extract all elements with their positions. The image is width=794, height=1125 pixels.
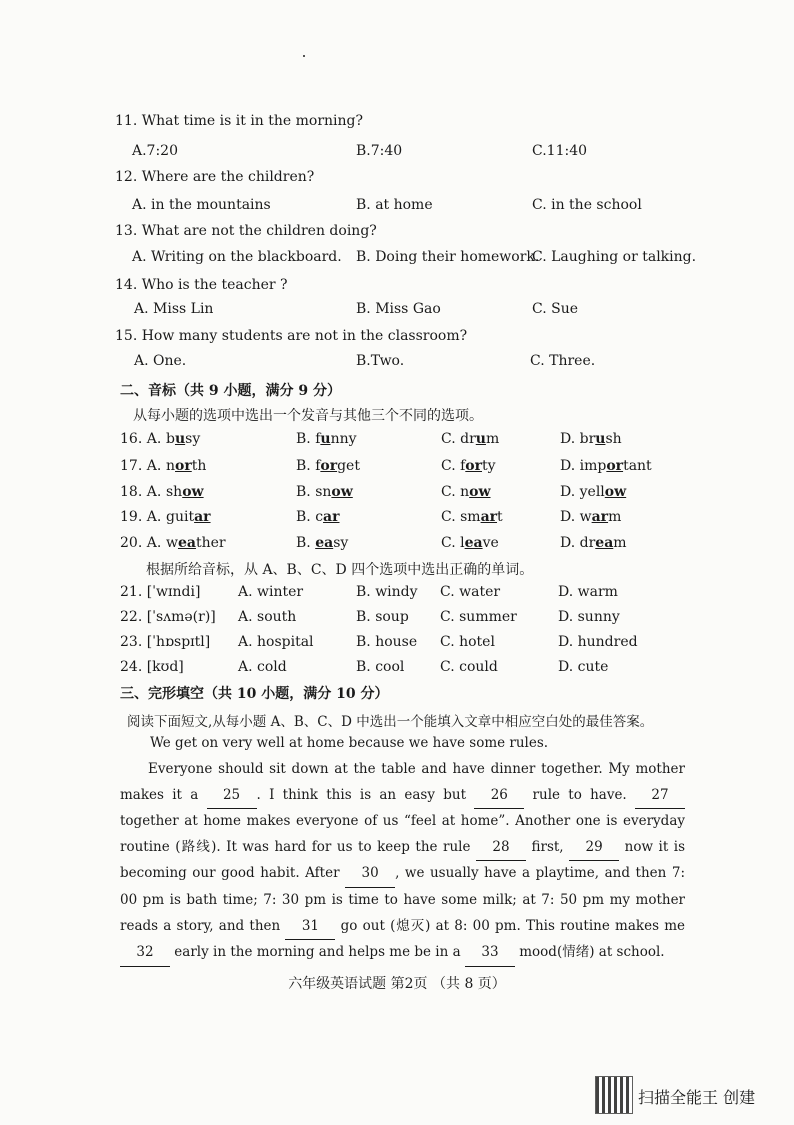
- passage-text: have some milk; at 7: 50 pm my mother reads a story, and then: [120, 891, 686, 934]
- phonics-option-19c: C. smart: [441, 509, 503, 525]
- ipa-24d: D. cute: [558, 659, 609, 675]
- option-15c: C. Three.: [530, 353, 596, 369]
- ipa-21d: D. warm: [558, 584, 618, 600]
- phonics-option-16b: B. funny: [296, 431, 357, 447]
- scanner-watermark: 扫描全能王 创建: [638, 1088, 756, 1107]
- section-3-title: 三、完形填空（共 10 小题，满分 10 分）: [120, 686, 389, 702]
- passage-first-line: We get on very well at home because we have some rules.: [150, 735, 549, 751]
- option-14c: C. Sue: [532, 301, 579, 317]
- option-13c: C. Laughing or talking.: [532, 249, 697, 265]
- passage-text: early in the morning and helps me be in a: [174, 944, 461, 961]
- ipa-21c: C. water: [440, 584, 501, 600]
- phonics-option-16d: D. brush: [560, 431, 622, 447]
- phonics-option-17d: D. important: [560, 458, 652, 474]
- ipa-21a: A. winter: [238, 584, 304, 600]
- option-12c: C. in the school: [532, 197, 642, 213]
- blank-28[interactable]: 28: [476, 835, 526, 862]
- passage-text: now it is becoming our good habit. After: [120, 838, 686, 882]
- passage-text: first,: [531, 838, 564, 855]
- option-11b: B.7:40: [356, 143, 403, 159]
- phonics-option-19a: guitar: [166, 509, 211, 525]
- question-12: 12. Where are the children?: [115, 169, 315, 185]
- phonics-question-17: 17. A.: [120, 458, 162, 474]
- phonics-option-16c: C. drum: [441, 431, 500, 447]
- ipa-23b: B. house: [356, 634, 418, 650]
- section-3-instruction: 阅读下面短文,从每小题 A、B、C、D 中选出一个能填入文章中相应空白处的最佳答案。: [127, 714, 654, 730]
- section-2-instruction-2: 根据所给音标，从 A、B、C、D 四个选项中选出正确的单词。: [146, 562, 534, 578]
- passage-text: , we usually have a playtime, and then 7: 00 pm is bath time; 7: 30 pm is time to: [120, 865, 685, 908]
- blank-27[interactable]: 27: [635, 783, 685, 810]
- blank-25[interactable]: 25: [207, 783, 257, 810]
- ipa-23c: C. hotel: [440, 634, 495, 650]
- phonics-question-18: 18. A.: [120, 484, 162, 500]
- section-2-title: 二、音标（共 9 小题，满分 9 分）: [120, 383, 341, 399]
- blank-31[interactable]: 31: [285, 914, 335, 941]
- ipa-22a: A. south: [238, 609, 297, 625]
- question-11: 11. What time is it in the morning?: [115, 113, 364, 129]
- ipa-21b: B. windy: [356, 584, 418, 600]
- option-13a: A. Writing on the blackboard.: [132, 249, 342, 265]
- phonics-question-19: 19. A.: [120, 509, 162, 525]
- blank-26[interactable]: 26: [474, 783, 524, 810]
- phonics-option-19d: D. warm: [560, 509, 622, 525]
- phonics-option-20a: weather: [166, 535, 226, 551]
- phonics-option-18d: D. yellow: [560, 484, 627, 500]
- passage-text: together at home: [120, 813, 241, 830]
- passage-text: rule to have.: [532, 786, 627, 803]
- question-15: 15. How many students are not in the classroom?: [115, 328, 468, 344]
- phonics-question-20: 20. A.: [120, 535, 162, 551]
- passage-text: 00 pm. This routine makes me: [472, 917, 685, 934]
- option-15a: A. One.: [134, 353, 187, 369]
- ipa-22c: C. summer: [440, 609, 517, 625]
- ipa-24c: C. could: [440, 659, 498, 675]
- phonics-option-20b: B. easy: [296, 535, 349, 551]
- phonics-option-17a: north: [166, 458, 207, 474]
- section-2-instruction-1: 从每小题的选项中选出一个发音与其他三个不同的选项。: [133, 408, 483, 424]
- phonics-option-19b: B. car: [296, 509, 340, 525]
- phonics-option-20d: D. dream: [560, 535, 627, 551]
- phonics-option-18b: B. snow: [296, 484, 353, 500]
- qr-code-icon: [595, 1076, 633, 1114]
- phonics-option-18c: C. now: [441, 484, 491, 500]
- blank-30[interactable]: 30: [345, 861, 395, 888]
- phonics-option-20c: C. leave: [441, 535, 499, 551]
- option-12b: B. at home: [356, 197, 433, 213]
- passage-text: mood(情绪) at school.: [519, 944, 665, 961]
- passage-text: . I think this is an easy but: [256, 786, 467, 803]
- ipa-23a: A. hospital: [238, 634, 314, 650]
- phonics-option-16a: busy: [166, 431, 201, 447]
- option-13b: B. Doing their homework.: [356, 249, 540, 265]
- option-11a: A.7:20: [132, 143, 178, 159]
- cloze-passage: [120, 757, 685, 967]
- phonics-option-17b: B. forget: [296, 458, 360, 474]
- ipa-21: 21. [ˈwɪndi]: [120, 584, 201, 600]
- ipa-24b: B. cool: [356, 659, 405, 675]
- question-13: 13. What are not the children doing?: [115, 223, 377, 239]
- option-15b: B.Two.: [356, 353, 405, 369]
- phonics-option-18a: show: [166, 484, 204, 500]
- ipa-23: 23. [ˈhɒspɪtl]: [120, 634, 211, 650]
- phonics-option-17c: C. forty: [441, 458, 496, 474]
- blank-29[interactable]: 29: [569, 835, 619, 862]
- ipa-22b: B. soup: [356, 609, 409, 625]
- ipa-24: 24. [kʊd]: [120, 659, 184, 675]
- ipa-22: 22. [ˈsʌmə(r)]: [120, 609, 216, 625]
- ipa-24a: A. cold: [238, 659, 287, 675]
- passage-text: Everyone should sit down at the table and have dinner together. My mother makes it a: [120, 761, 685, 803]
- option-14a: A. Miss Lin: [134, 301, 214, 317]
- option-14b: B. Miss Gao: [356, 301, 441, 317]
- option-11c: C.11:40: [532, 143, 588, 159]
- blank-32[interactable]: 32: [120, 940, 170, 967]
- phonics-question-16: 16. A.: [120, 431, 162, 447]
- ipa-22d: D. sunny: [558, 609, 620, 625]
- blank-33[interactable]: 33: [465, 940, 515, 967]
- question-14: 14. Who is the teacher ?: [115, 277, 288, 293]
- option-12a: A. in the mountains: [132, 197, 271, 213]
- passage-text: go out (熄灭) at 8:: [340, 917, 468, 934]
- ink-dot: [303, 55, 305, 57]
- page-footer: 六年级英语试题 第2页 （共 8 页）: [288, 976, 506, 992]
- passage-text: us to keep the rule: [336, 838, 471, 855]
- passage-text: makes everyone of us “feel at home”. Another one is everyday routine (路线). It was hard for: [120, 813, 685, 855]
- ipa-23d: D. hundred: [558, 634, 638, 650]
